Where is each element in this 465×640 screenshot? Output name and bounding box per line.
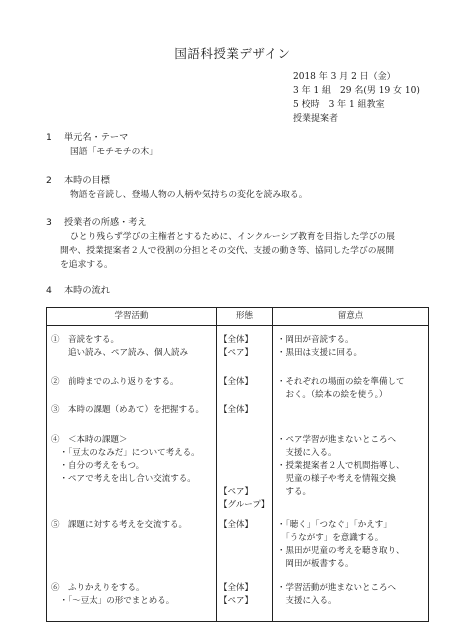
form-line: 【グループ】 bbox=[219, 500, 270, 510]
form-line: 【全体】 bbox=[219, 583, 254, 593]
section-number: 1 bbox=[46, 132, 52, 143]
activity-line: 追い読み、ペア読み、個人読み bbox=[51, 348, 189, 358]
section-3-body bbox=[60, 230, 440, 272]
note-line: ・黒田は支援に回る。 bbox=[277, 348, 363, 358]
activity-line: ① 音読をする。 bbox=[51, 335, 120, 345]
page-title: 国語科授業デザイン bbox=[174, 46, 291, 61]
activity-line: ④ ＜本時の課題＞ bbox=[51, 435, 128, 445]
note-line: ・それぞれの場面の絵を準備して bbox=[277, 377, 405, 387]
section-title: 本時の流れ bbox=[64, 285, 110, 296]
note-line: 児童の様子や考えを情報交換 bbox=[277, 474, 397, 484]
lesson-flow-table bbox=[46, 307, 429, 622]
lesson-date: 2018 年 3 月 2 日（金） bbox=[293, 72, 396, 82]
forms-cell bbox=[217, 326, 273, 622]
section-number: 4 bbox=[46, 285, 52, 296]
note-line: ・岡田が音読する。 bbox=[277, 335, 354, 345]
header-activity: 学習活動 bbox=[47, 308, 217, 326]
section-1-body: 国語「モチモチの木」 bbox=[70, 147, 158, 157]
activity-line: ・「豆太のなみだ」について考える。 bbox=[51, 448, 200, 458]
activity-line: ⑤ 課題に対する考えを交流する。 bbox=[51, 520, 188, 530]
section-2-heading bbox=[46, 174, 110, 187]
form-line: 【ペア】 bbox=[219, 348, 254, 358]
header-form: 形態 bbox=[217, 308, 273, 326]
note-line: ・授業提案者２人で机間指導し、 bbox=[277, 461, 405, 471]
note-line: ・学習活動が進まないところへ bbox=[277, 583, 397, 593]
activities-cell bbox=[47, 326, 217, 622]
body-line: を追求する。 bbox=[60, 260, 113, 270]
form-line: 【ペア】 bbox=[219, 487, 254, 497]
section-2-body: 物語を音読し、登場人物の人柄や気持ちの変化を読み取る。 bbox=[70, 190, 308, 200]
note-line: する。 bbox=[277, 487, 312, 497]
section-number: 3 bbox=[46, 217, 52, 228]
table-row bbox=[47, 326, 429, 622]
lesson-class: 3 年 1 組 29 名(男 19 女 10) bbox=[293, 86, 420, 96]
form-line: 【全体】 bbox=[219, 520, 254, 530]
notes-cell bbox=[273, 326, 429, 622]
section-4-heading bbox=[46, 284, 110, 297]
note-line: 支援に入る。 bbox=[277, 596, 337, 606]
note-line: ・ペア学習が進まないところへ bbox=[277, 435, 397, 445]
lesson-period: 5 校時 3 年 1 組教室 bbox=[293, 100, 385, 110]
note-line: おく。（絵本の絵を使う。） bbox=[277, 390, 388, 400]
note-line: 支援に入る。 bbox=[277, 448, 337, 458]
form-line: 【全体】 bbox=[219, 405, 254, 415]
lesson-teachers: 授業提案者 bbox=[293, 114, 348, 124]
activity-line: ⑥ ふりかえりをする。 bbox=[51, 583, 145, 593]
form-line: 【ペア】 bbox=[219, 596, 254, 606]
table-header-row bbox=[47, 308, 429, 326]
activity-line: ② 前時までのふり返りをする。 bbox=[51, 377, 179, 387]
activity-line: ・ペアで考えを出し合い交流する。 bbox=[51, 474, 196, 484]
note-line: 「うながす」を意識する。 bbox=[277, 533, 384, 543]
activity-line: ・「～豆太」の形でまとめる。 bbox=[51, 596, 175, 606]
header-notes: 留意点 bbox=[273, 308, 429, 326]
section-1-heading bbox=[46, 131, 128, 144]
note-line: 岡田が板書する。 bbox=[277, 559, 354, 569]
section-title: 本時の目標 bbox=[64, 175, 110, 186]
section-title: 単元名・テーマ bbox=[64, 132, 129, 143]
form-line: 【全体】 bbox=[219, 335, 254, 345]
section-number: 2 bbox=[46, 175, 52, 186]
form-line: 【全体】 bbox=[219, 377, 254, 387]
note-line: ・黒田が児童の考えを聴き取り、 bbox=[277, 546, 405, 556]
section-title: 授業者の所感・考え bbox=[64, 217, 147, 228]
section-3-heading bbox=[46, 216, 147, 229]
lesson-info bbox=[293, 70, 420, 126]
body-line: ひとり残らず学びの主権者とするために、インクルーシブ教育を目指した学びの展 bbox=[70, 232, 395, 242]
activity-line: ③ 本時の課題（めあて）を把握する。 bbox=[51, 405, 205, 415]
body-line: 開や、授業提案者２人で役割の分担とその交代、支援の動き等、協同した学びの展開 bbox=[60, 246, 395, 256]
note-line: ・「聴く」「つなぐ」「かえす」 bbox=[277, 520, 392, 530]
activity-line: ・自分の考えをもつ。 bbox=[51, 461, 145, 471]
